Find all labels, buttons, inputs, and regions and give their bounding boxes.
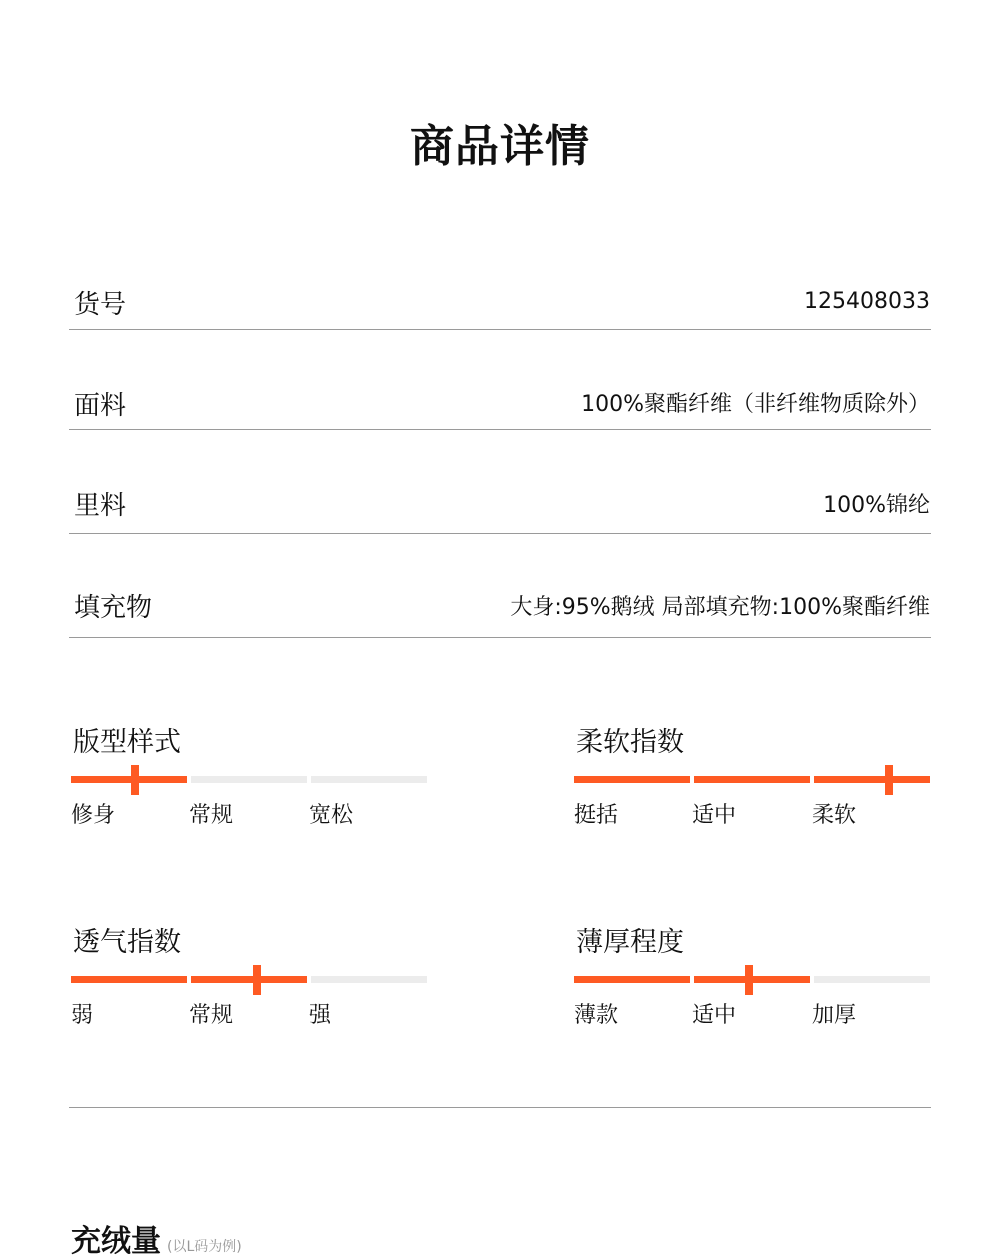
meter-track	[574, 976, 932, 984]
section-divider	[69, 1107, 931, 1108]
meter-marker	[885, 765, 893, 795]
meter-segment	[574, 776, 690, 783]
meter-title: 版型样式	[73, 727, 181, 758]
meter-label: 宽松	[309, 803, 354, 828]
down-fill-section-title	[71, 1216, 242, 1260]
spec-label: 里料	[74, 491, 127, 521]
meter-label: 常规	[189, 1003, 234, 1028]
meter-label: 常规	[189, 803, 234, 828]
meter-label: 薄款	[574, 1003, 619, 1028]
spec-row-fabric	[69, 329, 931, 430]
meter-title: 透气指数	[73, 927, 181, 958]
meter-label: 柔软	[812, 803, 857, 828]
spec-row-filling	[69, 533, 931, 638]
spec-row-lining	[69, 429, 931, 534]
spec-label: 填充物	[74, 593, 153, 623]
spec-label: 货号	[74, 290, 127, 320]
meter-label: 修身	[71, 803, 116, 828]
spec-value: 100%聚酯纤维（非纤维物质除外）	[581, 392, 930, 417]
meter-label: 弱	[71, 1003, 94, 1028]
meter-label: 适中	[692, 803, 737, 828]
meter-label: 适中	[692, 1003, 737, 1028]
meter-segment	[311, 776, 427, 783]
meter-marker	[253, 965, 261, 995]
spec-label: 面料	[74, 391, 127, 421]
meter-segment	[71, 776, 187, 783]
meter-segment	[191, 776, 307, 783]
meter-segment	[71, 976, 187, 983]
meter-title: 柔软指数	[576, 727, 684, 758]
meter-label: 加厚	[812, 1003, 857, 1028]
spec-value: 100%锦纶	[823, 493, 930, 518]
meter-label: 强	[309, 1003, 332, 1028]
meter-segment	[574, 976, 690, 983]
meter-segment	[814, 976, 930, 983]
meter-track	[71, 976, 429, 984]
meter-segment	[311, 976, 427, 983]
section-subtitle: (以L码为例)	[167, 1239, 242, 1255]
meter-track	[71, 776, 429, 784]
spec-row-item-number	[69, 260, 931, 330]
spec-value: 125408033	[804, 289, 930, 314]
page-title: 商品详情	[410, 121, 590, 172]
meter-marker	[745, 965, 753, 995]
meter-segment	[694, 776, 810, 783]
meter-label: 挺括	[574, 803, 619, 828]
spec-value: 大身:95%鹅绒 局部填充物:100%聚酯纤维	[510, 595, 930, 620]
meter-marker	[131, 765, 139, 795]
meter-segment	[814, 776, 930, 783]
meter-title: 薄厚程度	[576, 927, 684, 958]
meter-track	[574, 776, 932, 784]
section-title: 充绒量	[71, 1224, 161, 1259]
meter-segment	[191, 976, 307, 983]
